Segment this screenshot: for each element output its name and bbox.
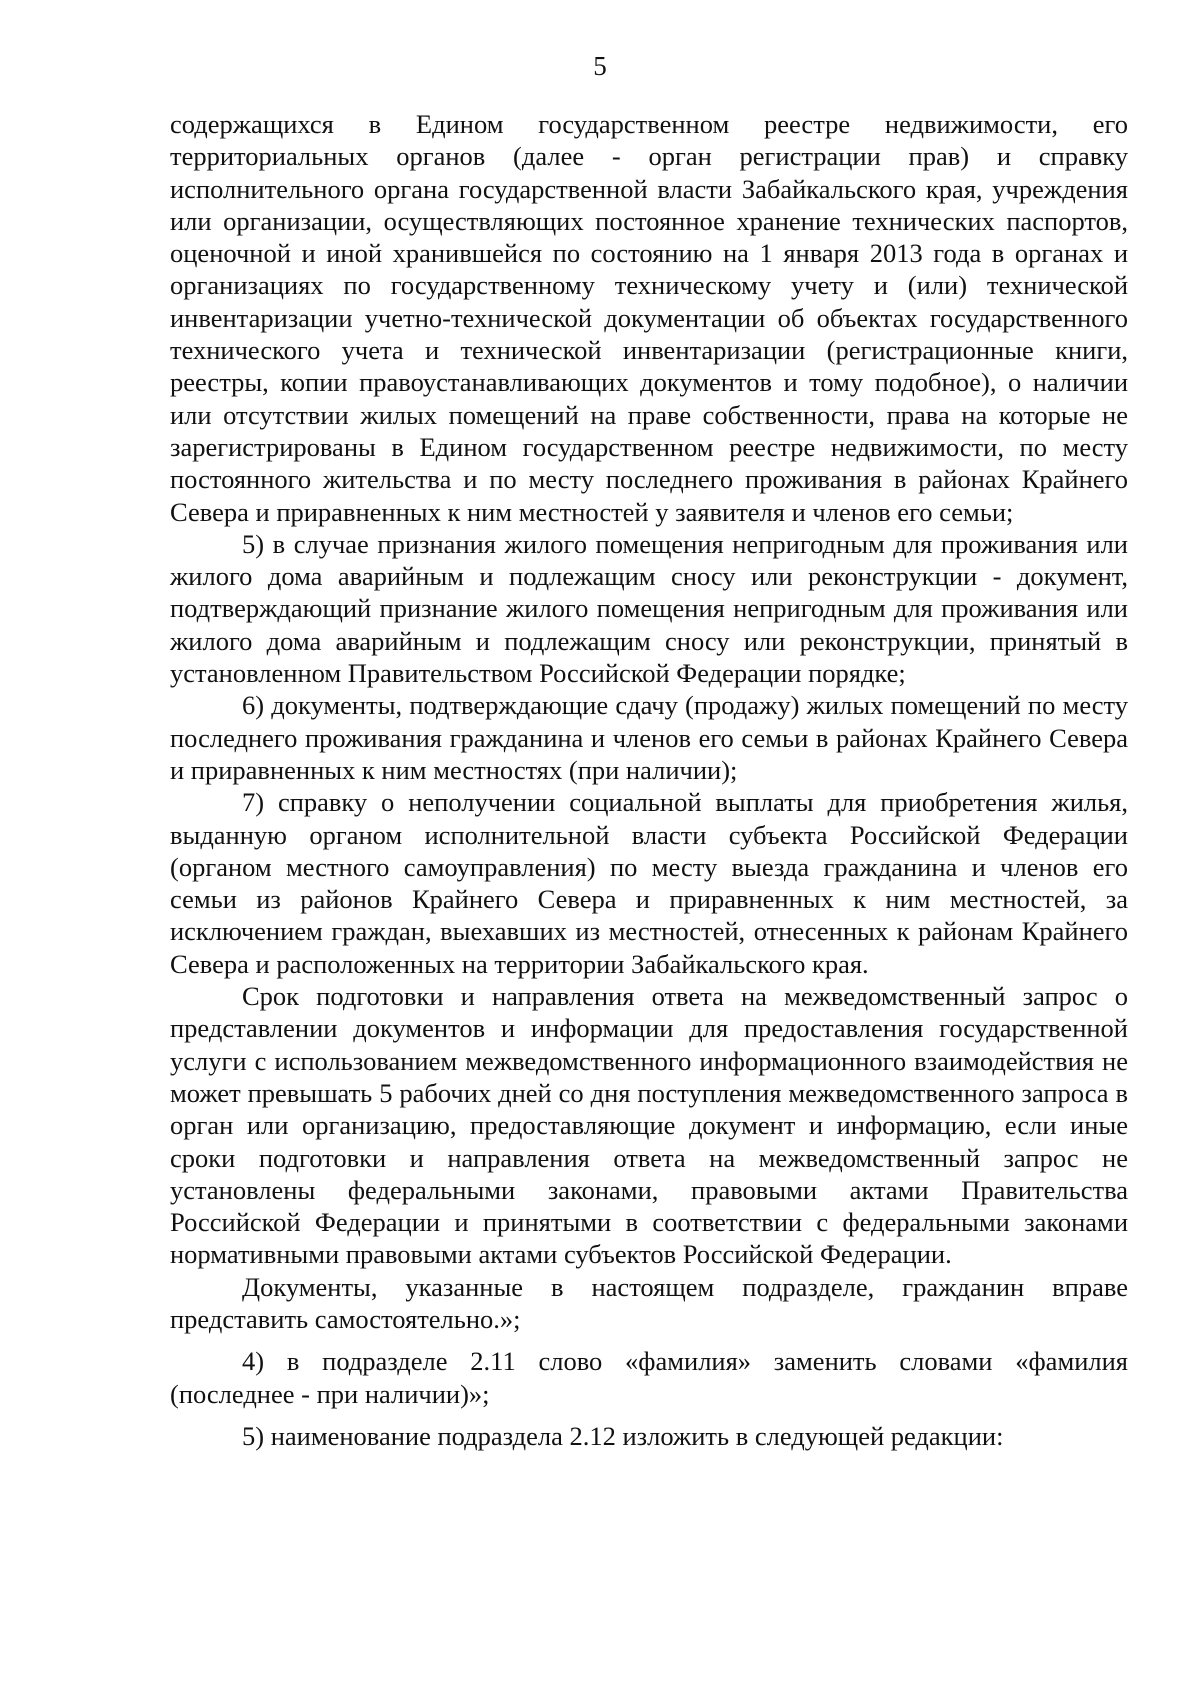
paragraph-amendment-4: 4) в подразделе 2.11 слово «фамилия» заменить словами «фамилия (последнее - при наличии)»;	[170, 1346, 1128, 1409]
paragraph-continuation: содержащихся в Едином государственном реестре недвижимости, его территориальных органов (далее - орган регистрации прав) и справку исполнительного органа государственной власти Забайкальского края, учреждения или организации, осуществляющих постоянное хранение технических паспортов, оценочной и иной хранившейся по состоянию на 1 января 2013 года в органах и организациях по государственному техническому учету и (или) технической инвентаризации учетно-технической документации об объектах государственного технического учета и технической инвентаризации (регистрационные книги, реестры, копии правоустанавливающих документов и тому подобное), о наличии или отсутствии жилых помещений на праве собственности, права на которые не зарегистрированы в Едином государственном реестре недвижимости, по месту постоянного жительства и по месту последнего проживания в районах Крайнего Севера и приравненных к ним местностей у заявителя и членов его семьи;	[170, 109, 1128, 527]
paragraph-item-5: 5) в случае признания жилого помещения непригодным для проживания или жилого дома аварийным и подлежащим сносу или реконструкции - документ, подтверждающий признание жилого помещения непригодным для проживания или жилого дома аварийным и подлежащим сносу или реконструкции, принятый в установленном Правительством Российской Федерации порядке;	[170, 528, 1128, 689]
paragraph-item-7: 7) справку о неполучении социальной выплаты для приобретения жилья, выданную органом исполнительной власти субъекта Российской Федерации (органом местного самоуправления) по месту выезда гражданина и членов его семьи из районов Крайнего Севера и приравненных к ним местностей, за исключением граждан, выехавших из местностей, отнесенных к районам Крайнего Севера и расположенных на территории Забайкальского края.	[170, 787, 1128, 979]
paragraph-amendment-5: 5) наименование подраздела 2.12 изложить в следующей редакции:	[242, 1420, 1004, 1451]
document-body	[170, 108, 1128, 1452]
page-number: 5	[593, 51, 607, 81]
paragraph-documents-self: Документы, указанные в настоящем подразделе, гражданин вправе представить самостоятельно.»;	[170, 1271, 1128, 1334]
paragraph-deadline: Срок подготовки и направления ответа на межведомственный запрос о представлении документов и информации для предоставления государственной услуги с использованием межведомственного информационного взаимодействия не может превышать 5 рабочих дней со дня поступления межведомственного запроса в орган или организацию, предоставляющие документ и информацию, если иные сроки подготовки и направления ответа на межведомственный запрос не установлены федеральными законами, правовыми актами Правительства Российской Федерации и принятыми в соответствии с федеральными законами нормативными правовыми актами субъектов Российской Федерации.	[170, 981, 1128, 1270]
paragraph-item-6: 6) документы, подтверждающие сдачу (продажу) жилых помещений по месту последнего проживания гражданина и членов его семьи в районах Крайнего Севера и приравненных к ним местностях (при наличии);	[170, 690, 1128, 785]
